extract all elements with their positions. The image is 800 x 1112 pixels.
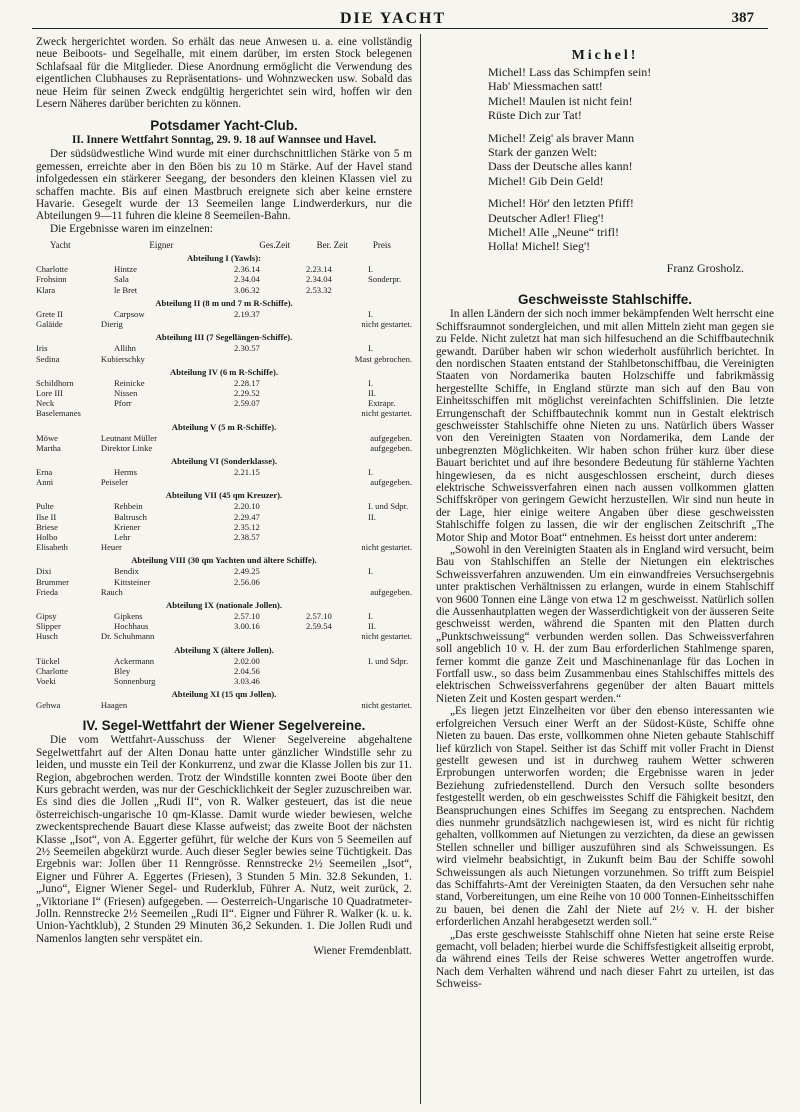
table-row bbox=[36, 631, 412, 641]
total-time-cell: 2.21.15 bbox=[234, 466, 260, 477]
yacht-cell: Husch bbox=[36, 631, 58, 642]
yacht-cell: Klara bbox=[36, 284, 56, 295]
calc-time-cell bbox=[306, 398, 368, 408]
section-title: Abteilung VII (45 qm Kreuzer). bbox=[165, 490, 283, 501]
calc-time-cell bbox=[306, 309, 368, 319]
prize-cell bbox=[368, 285, 412, 295]
yacht-cell: Frohsinn bbox=[36, 274, 67, 285]
prize-cell bbox=[368, 532, 412, 542]
owner-cell: Leutnant Müller bbox=[100, 432, 157, 443]
prize-cell: II. bbox=[368, 387, 376, 398]
article-paragraph: „Das erste geschweisste Stahlschiff ohne Nieten hat seine erste Reise gemacht, voll beladen; hierbei wurde die Schiffsfestigkeit allseitig erprobt, da während eines Teils der Reise schweres Wetter angetroffen wurde. Nach dem Verhalten während und nach dieser Fahrt zu urteilen, ist das Schweiss- bbox=[436, 928, 774, 991]
yacht-cell: Baselemanes bbox=[36, 408, 81, 419]
table-row bbox=[36, 656, 412, 666]
total-time-cell: 2.20.10 bbox=[234, 501, 260, 512]
note-cell: nicht gestartet. bbox=[361, 319, 413, 330]
table-row bbox=[36, 542, 412, 552]
yacht-cell: Neck bbox=[36, 398, 55, 409]
yacht-cell: Gipsy bbox=[36, 610, 57, 621]
owner-cell: Rauch bbox=[100, 586, 123, 597]
owner-cell: Bley bbox=[114, 665, 131, 676]
calc-time-cell: 2.57.10 bbox=[306, 610, 332, 621]
note-cell: aufgegeben. bbox=[370, 432, 413, 443]
total-time-cell: 2.59.07 bbox=[234, 398, 260, 409]
article-paragraph: „Es liegen jetzt Einzelheiten vor über den ebenso interessanten wie erfolgreichen Versuch einer Werft an der Südost-Küste, Schiffe ohne Nieten zu bauen. Das erste, vollkommen ohne Nieten gebaute Stahlschiff lief kürzlich von Stapel. Seither ist das Schiff mit voller Fracht in Dienst gestellt gewesen und ist in durchweg rauhem Wetter schweren Erprobungen unterworfen worden; die Ergebnisse waren in jeder Beziehung zufriedenstellend. Durch den Versuch sollte besonders festgestellt werden, ob ein geschweisstes Schiff die Fähigkeit besitzt, den Beanspruchungen eines Schiffes im Seegang zu entsprechen. Nachdem dies nunmehr grundsätzlich nachgewiesen ist, wird es nicht für richtig gehalten, vollkommen auf Nietungen zu verzichten, da diese an gewissen Stellen schneller und billiger auszuführen sind als Schweissungen. Es wird vielmehr beabsichtigt, in Zukunft beim Bau der Schiffe sowohl Schweissungen als auch Nietungen vorzunehmen. So trifft zum Beispiel das Schiffahrts-Amt der Vereinigten Staaten, da den Versuchen sehr nahe stand, Vorbereitungen, um eine Reihe von 10 000 Tonnen-Einheitsschiffen zu bauen, bei denen die Zahl der Niete auf 2½ v. H. der bisher erforderlichen Anzahl herabgesetzt werden soll.“ bbox=[436, 705, 774, 929]
table-row bbox=[36, 676, 412, 686]
owner-cell: Dr. Schuhmann bbox=[100, 631, 155, 642]
owner-cell: Pforr bbox=[114, 398, 132, 409]
owner-cell: Rehbein bbox=[114, 501, 143, 512]
total-time-cell: 2.36.14 bbox=[234, 264, 260, 275]
right-column bbox=[436, 36, 774, 991]
club-subtitle: II. Innere Wettfahrt Sonntag, 29. 9. 18 auf Wannsee und Havel. bbox=[71, 134, 377, 147]
owner-cell: Hintze bbox=[114, 264, 137, 275]
prize-cell: II. bbox=[368, 511, 376, 522]
yacht-cell: Sedina bbox=[36, 353, 60, 364]
article-title: Geschweisste Stahlschiffe. bbox=[517, 292, 693, 308]
note-cell: Mast gebrochen. bbox=[354, 353, 413, 364]
section-title: Abteilung II (8 m und 7 m R-Schiffe). bbox=[155, 297, 293, 308]
yacht-cell: Voeki bbox=[36, 675, 56, 686]
owner-cell: Kittsteiner bbox=[114, 576, 151, 587]
section-title: Abteilung V (5 m R-Schiffe). bbox=[171, 421, 277, 432]
yacht-cell: Ilse II bbox=[36, 511, 57, 522]
section-title: Abteilung IX (nationale Jollen). bbox=[165, 599, 283, 610]
calc-time-cell bbox=[306, 666, 368, 676]
total-time-cell: 3.03.46 bbox=[234, 675, 260, 686]
yacht-cell: Martha bbox=[36, 442, 61, 453]
yacht-cell: Schildhorn bbox=[36, 377, 74, 388]
poem-line: Stark der ganzen Welt: bbox=[488, 145, 598, 160]
prize-cell: Extrapr. bbox=[368, 398, 396, 409]
poem-line: Dass der Deutsche alles kann! bbox=[488, 159, 633, 174]
table-row bbox=[36, 408, 412, 418]
poem-line: Hab' Miessmachen satt! bbox=[488, 79, 603, 94]
poem-line: Holla! Michel! Sieg'! bbox=[488, 239, 591, 254]
poem-title: Michel! bbox=[571, 48, 639, 63]
note-cell: nicht gestartet. bbox=[361, 408, 413, 419]
table-row bbox=[36, 319, 412, 329]
yacht-cell: Pulte bbox=[36, 501, 54, 512]
prize-cell bbox=[368, 666, 412, 676]
yacht-cell: Erna bbox=[36, 466, 53, 477]
calc-time-cell bbox=[306, 501, 368, 511]
note-cell: nicht gestartet. bbox=[361, 700, 413, 711]
owner-cell: Lehr bbox=[114, 531, 131, 542]
table-row bbox=[36, 388, 412, 398]
vienna-source: Wiener Fremdenblatt. bbox=[313, 945, 412, 958]
calc-time-cell bbox=[306, 656, 368, 666]
section-title: Abteilung III (7 Segellängen-Schiffe). bbox=[155, 332, 293, 343]
poem-line: Michel! Alle „Neune“ trifl! bbox=[488, 225, 619, 240]
article-body bbox=[436, 308, 774, 990]
calc-time-cell bbox=[306, 566, 368, 576]
table-row bbox=[36, 398, 412, 408]
calc-time-cell: 2.59.54 bbox=[306, 621, 332, 632]
results-intro: Die Ergebnisse waren im einzelnen: bbox=[50, 222, 213, 235]
note-cell: nicht gestartet. bbox=[361, 631, 413, 642]
table-row bbox=[36, 611, 412, 621]
calc-time-cell bbox=[306, 522, 368, 532]
header-rule bbox=[32, 28, 768, 29]
calc-time-cell: 2.34.04 bbox=[306, 274, 332, 285]
owner-cell: Carpsow bbox=[114, 308, 145, 319]
table-row bbox=[36, 501, 412, 511]
note-cell: nicht gestartet. bbox=[361, 542, 413, 553]
total-time-cell: 2.38.57 bbox=[234, 531, 260, 542]
prize-cell bbox=[368, 577, 412, 587]
table-row bbox=[36, 700, 412, 710]
poem-stanza bbox=[488, 131, 774, 189]
owner-cell: Peiseler bbox=[100, 477, 129, 488]
poem bbox=[488, 65, 774, 254]
results-table bbox=[36, 253, 412, 710]
col-yacht: Yacht bbox=[50, 240, 71, 251]
poem-line: Michel! Lass das Schimpfen sein! bbox=[488, 65, 652, 79]
owner-cell: Ackermann bbox=[114, 655, 155, 666]
table-row bbox=[36, 532, 412, 542]
section-title: Abteilung IV (6 m R-Schiffe). bbox=[170, 366, 278, 377]
total-time-cell: 2.57.10 bbox=[234, 610, 260, 621]
prize-cell: I. bbox=[368, 264, 374, 275]
table-row bbox=[36, 433, 412, 443]
yacht-cell: Möwe bbox=[36, 432, 58, 443]
prize-cell: Sonderpr. bbox=[368, 274, 402, 285]
poem-stanza bbox=[488, 196, 774, 254]
section-title: Abteilung X (ältere Jollen). bbox=[174, 644, 274, 655]
total-time-cell: 2.49.25 bbox=[234, 566, 260, 577]
col-total-time: Ges.Zeit bbox=[259, 240, 291, 251]
poem-line: Rüste Dich zur Tat! bbox=[488, 108, 582, 123]
club-report: Der südsüdwestliche Wind wurde mit einer durchschnittlichen Stärke von 5 m gemessen, erreichte aber in den Böen bis zu 10 m Stärke. Auf der Havel stand infolgedessen ein stärkerer Seegang, der besonders den kleinen Klassen viel zu schaffen machte. Bis auf einen Mastbruch ereignete sich aber keine ernstere Havarie. Gesegelt wurde der 13 Seemeilen lange Lindwerderkurs, nur die Abteilungen 9—11 fuhren die kleine 8 Seemeilen-Bahn. bbox=[36, 148, 412, 223]
yacht-cell: Grete II bbox=[36, 308, 63, 319]
calc-time-cell bbox=[306, 388, 368, 398]
owner-cell: Direktor Linke bbox=[100, 442, 153, 453]
poem-author: Franz Grosholz. bbox=[666, 260, 744, 275]
table-row bbox=[36, 577, 412, 587]
owner-cell: Kubierschky bbox=[100, 353, 145, 364]
yacht-cell: Iris bbox=[36, 343, 48, 354]
club-title: Potsdamer Yacht-Club. bbox=[150, 118, 298, 134]
article-paragraph: „Sowohl in den Vereinigten Staaten als in England wird versucht, beim Bau von Stahlschiffen an Stelle der Nietungen ein elektrisches Schweissverfahren anzuwenden. Um ein einwandfreies Versuchsergebnis unter praktischen Verhältnissen zu erlangen, wurde in einem Stahlschiff von 9600 Tonnen eine Länge von etwa 12 m geschweisst. Natürlich sollen die Aussenhautplatten wegen der Wasserdichtigkeit von der äusseren Seite geschweisst werden, während die Spanten mit den Platten durch „Punktschweissung“ verbunden werden sollen. Das Schweissverfahren soll angeblich 10 v. H. der zum Bau erforderlichen Stahlmenge sparen, ferner kommt die ganze Zeit und Maschinenanlage für das Lochen in Fortfall usw., so dass beim Zusammenbau eines Stahlschiffes mittels des elektrischen Schweissverfahrens gegenüber der alten Bauart mittels Nieten Zeit und Kosten gespart werden.“ bbox=[436, 544, 774, 705]
prize-cell: I. bbox=[368, 343, 374, 354]
owner-cell bbox=[101, 408, 201, 418]
table-row bbox=[36, 587, 412, 597]
owner-cell: Herms bbox=[114, 466, 137, 477]
yacht-cell: Lore III bbox=[36, 387, 63, 398]
prize-cell: I. bbox=[368, 610, 374, 621]
poem-stanza bbox=[488, 65, 774, 123]
page-number: 387 bbox=[731, 10, 754, 26]
calc-time-cell bbox=[306, 343, 368, 353]
table-row bbox=[36, 522, 412, 532]
total-time-cell: 2.34.04 bbox=[234, 274, 260, 285]
owner-cell: Baltrusch bbox=[114, 511, 147, 522]
total-time-cell: 2.29.52 bbox=[234, 387, 260, 398]
section-title: Abteilung I (Yawls): bbox=[186, 253, 261, 264]
journal-title: DIE YACHT bbox=[340, 10, 447, 27]
poem-line: Deutscher Adler! Flieg'! bbox=[488, 210, 605, 225]
note-cell: aufgegeben. bbox=[370, 586, 413, 597]
section-title: Abteilung VIII (30 qm Yachten und ältere Schiffe). bbox=[131, 555, 317, 566]
prize-cell: I. bbox=[368, 466, 374, 477]
table-row bbox=[36, 477, 412, 487]
yacht-cell: Slipper bbox=[36, 621, 61, 632]
owner-cell: Reinicke bbox=[114, 377, 145, 388]
yacht-cell: Holbo bbox=[36, 531, 58, 542]
calc-time-cell bbox=[306, 512, 368, 522]
total-time-cell: 2.30.57 bbox=[234, 343, 260, 354]
prize-cell bbox=[368, 676, 412, 686]
total-time-cell: 2.04.56 bbox=[234, 665, 260, 676]
total-time-cell: 3.06.32 bbox=[234, 284, 260, 295]
total-time-cell: 2.02.00 bbox=[234, 655, 260, 666]
vienna-title: IV. Segel-Wettfahrt der Wiener Segelvereine. bbox=[82, 718, 366, 734]
section-title: Abteilung XI (15 qm Jollen). bbox=[171, 689, 277, 700]
yacht-cell: Galäide bbox=[36, 319, 63, 330]
yacht-cell: Brummer bbox=[36, 576, 69, 587]
intro-paragraph: Zweck hergerichtet worden. So erhält das neue Anwesen u. a. eine vollständig neue Beiboots- und Segelhalle, mit einem darüber, im ersten Stock belegenen Schlafsaal für die Mitglieder. Diese Anordnung ermöglicht die Verwendung des eigentlichen Clubhauses zu Repräsentations- und Wohnzwecken usw. Sobald das neue Heim für seinen Zweck endgültig hergerichtet sein wird, hoffen wir den Lesern Näheres darüber berichten zu können. bbox=[36, 36, 412, 111]
calc-time-cell bbox=[306, 577, 368, 587]
total-time-cell: 2.29.47 bbox=[234, 511, 260, 522]
owner-cell: le Bret bbox=[114, 284, 138, 295]
note-cell: aufgegeben. bbox=[370, 477, 413, 488]
column-divider bbox=[420, 34, 421, 1104]
prize-cell: I. bbox=[368, 308, 374, 319]
table-row bbox=[36, 666, 412, 676]
owner-cell: Sala bbox=[114, 274, 129, 285]
prize-cell: II. bbox=[368, 621, 376, 632]
poem-line: Michel! Zeig' als braver Mann bbox=[488, 130, 635, 145]
article-paragraph: In allen Ländern der sich noch immer bekämpfenden Welt herrscht eine Schiffsraumnot sondergleichen, und mit allen Mitteln zieht man gegen sie zu Felde. Nicht zuletzt hat man sich hilfesuchend an die Schiffbautechnik gewandt. Darüber haben wir schon wiederholt ausführlich berichtet. In den nordischen Staaten entstand der Stahlbetonschiffbau, die Vereinigten Staaten von Nordamerika bauten Holzschiffe und fabrikmässig hergestellte Schiffe, in England stürzte man sich auf den Bau von Einheitsschiffen mit möglichst vereinfachten Schiffslinien. Die letzte Errungenschaft der Schiffbautechnik kommt nun in Gestalt elektrisch geschweisster Stahlschiffe ohne Nieten zu uns. Natürlich übers Wasser von den Vereinigten Staaten von Nordamerika, dem Lande der unbegrenzten Möglichkeiten. Wir haben schon früher kurz über diese Bauart berichtet und auf ihre besondere Bedeutung für stählerne Yachten hingewiesen, da es nicht ausgeschlossen erscheint, durch dieses elektrische Schweissverfahren einen nach aussen vollkommen glatten Schiffskröper von geringem Gewicht herzustellen. Wir sind nun heute in der Lage, hier einige weitere Angaben über diese geschweissten Stahlschiffe folgen zu lassen, die wir der englischen Zeitschrift „The Motor Ship and Motor Boat“ entnehmen. Es heisst dort unter anderem: bbox=[436, 308, 774, 544]
owner-cell: Hochhaus bbox=[114, 621, 149, 632]
prize-cell: I. und Sdpr. bbox=[368, 501, 409, 512]
calc-time-cell: 2.23.14 bbox=[306, 264, 332, 275]
owner-cell: Heuer bbox=[100, 542, 122, 553]
vienna-report: Die vom Wettfahrt-Ausschuss der Wiener Segelvereine abgehaltene Segelwettfahrt auf der Alten Donau hatte unter gänzlicher Windstille sehr zu leiden, und musste ein Teil der Konkurrenz, und zwar die Klasse Jollen bis zur 11. Region, abgebrochen werden. Trotz der Windstille konnten zwei Boote über den Kurs gebracht werden, was nur der Geschicklichkeit der Segler zuzuschreiben war. Es sind dies die Jollen „Rudi II“, von R. Walker gesteuert, das ist die neue österreichisch-ungarische 10 qm-Klasse. Damit wurde wieder bewiesen, welche zweckentsprechende Bauart diese Klasse aufweist; das zweite Boot der nächsten Klasse „Isot“, von A. Eggerter geführt, für welche der Kurs von 5 Seemeilen auf 2½ Seemeilen abgekürzt wurde. Auch dieser Segler bewies seine Tüchtigkeit. Das Ergebnis war: Jollen über 11 Renngrösse. Rennstrecke 2½ Seemeilen „Isot“, Eigner und Führer A. Eggertes (Friesen), 3 Stunden 5 Min. 32.8 Sekunden, 1. „Juno“, Eigner Wiener Segel- und Ruderklub, Führer A. Nutz, weit zurück, 2. „Viktoriane I“ (Friesen) aufgegeben. — Oesterreich-Ungarische 10 Quadratmeter-Jolln. Rennstrecke 2½ Seemeilen „Rudi II“. Eigner und Führer R. Walker (k. u. k. Union-Yachtklub), 2 Stunden 29 Minuten 36,2 Sekunden. 1. Die Jollen Rudi und Namenlos langten sehr verspätet ein. bbox=[36, 734, 412, 945]
table-row bbox=[36, 512, 412, 522]
results-table-header bbox=[36, 240, 412, 250]
prize-cell: I. und Sdpr. bbox=[368, 655, 409, 666]
total-time-cell: 3.00.16 bbox=[234, 621, 260, 632]
total-time-cell: 2.28.17 bbox=[234, 377, 260, 388]
yacht-cell: Gehwa bbox=[36, 700, 61, 711]
table-row bbox=[36, 285, 412, 295]
total-time-cell: 2.35.12 bbox=[234, 521, 260, 532]
table-row bbox=[36, 354, 412, 364]
table-row bbox=[36, 343, 412, 353]
owner-cell: Dierig bbox=[100, 319, 123, 330]
left-column bbox=[36, 36, 412, 958]
table-row bbox=[36, 467, 412, 477]
prize-cell: I. bbox=[368, 377, 374, 388]
col-calc-time: Ber. Zeit bbox=[316, 240, 349, 251]
total-time-cell: 2.19.37 bbox=[234, 308, 260, 319]
calc-time-cell bbox=[306, 532, 368, 542]
poem-line: Michel! Maulen ist nicht fein! bbox=[488, 93, 633, 108]
note-cell: aufgegeben. bbox=[370, 442, 413, 453]
yacht-cell: Elisabeth bbox=[36, 542, 68, 553]
table-row bbox=[36, 264, 412, 274]
yacht-cell: Tückel bbox=[36, 655, 60, 666]
yacht-cell: Charlotte bbox=[36, 264, 68, 275]
table-row bbox=[36, 378, 412, 388]
yacht-cell: Anni bbox=[36, 477, 54, 488]
yacht-cell: Briese bbox=[36, 521, 58, 532]
owner-cell: Allihn bbox=[114, 343, 136, 354]
yacht-cell: Dixi bbox=[36, 566, 52, 577]
poem-line: Michel! Hör' den letzten Pfiff! bbox=[488, 196, 634, 211]
owner-cell: Kriener bbox=[114, 521, 141, 532]
owner-cell: Sonnenburg bbox=[114, 675, 156, 686]
table-row bbox=[36, 274, 412, 284]
total-time-cell: 2.56.06 bbox=[234, 576, 260, 587]
calc-time-cell: 2.53.32 bbox=[306, 284, 332, 295]
owner-cell: Bendix bbox=[114, 566, 139, 577]
owner-cell: Haagen bbox=[100, 700, 128, 711]
col-owner: Eigner bbox=[149, 240, 174, 251]
owner-cell: Nissen bbox=[114, 387, 138, 398]
table-row bbox=[36, 566, 412, 576]
table-row bbox=[36, 443, 412, 453]
section-title: Abteilung VI (Sonderklasse). bbox=[170, 455, 278, 466]
calc-time-cell bbox=[306, 378, 368, 388]
poem-line: Michel! Gib Dein Geld! bbox=[488, 173, 604, 188]
prize-cell bbox=[368, 522, 412, 532]
table-row bbox=[36, 309, 412, 319]
col-prize: Preis bbox=[372, 240, 391, 251]
calc-time-cell bbox=[306, 676, 368, 686]
yacht-cell: Charlotte bbox=[36, 665, 68, 676]
calc-time-cell bbox=[306, 467, 368, 477]
table-row bbox=[36, 621, 412, 631]
owner-cell: Gipkens bbox=[114, 610, 143, 621]
prize-cell: I. bbox=[368, 566, 374, 577]
yacht-cell: Frieda bbox=[36, 586, 58, 597]
